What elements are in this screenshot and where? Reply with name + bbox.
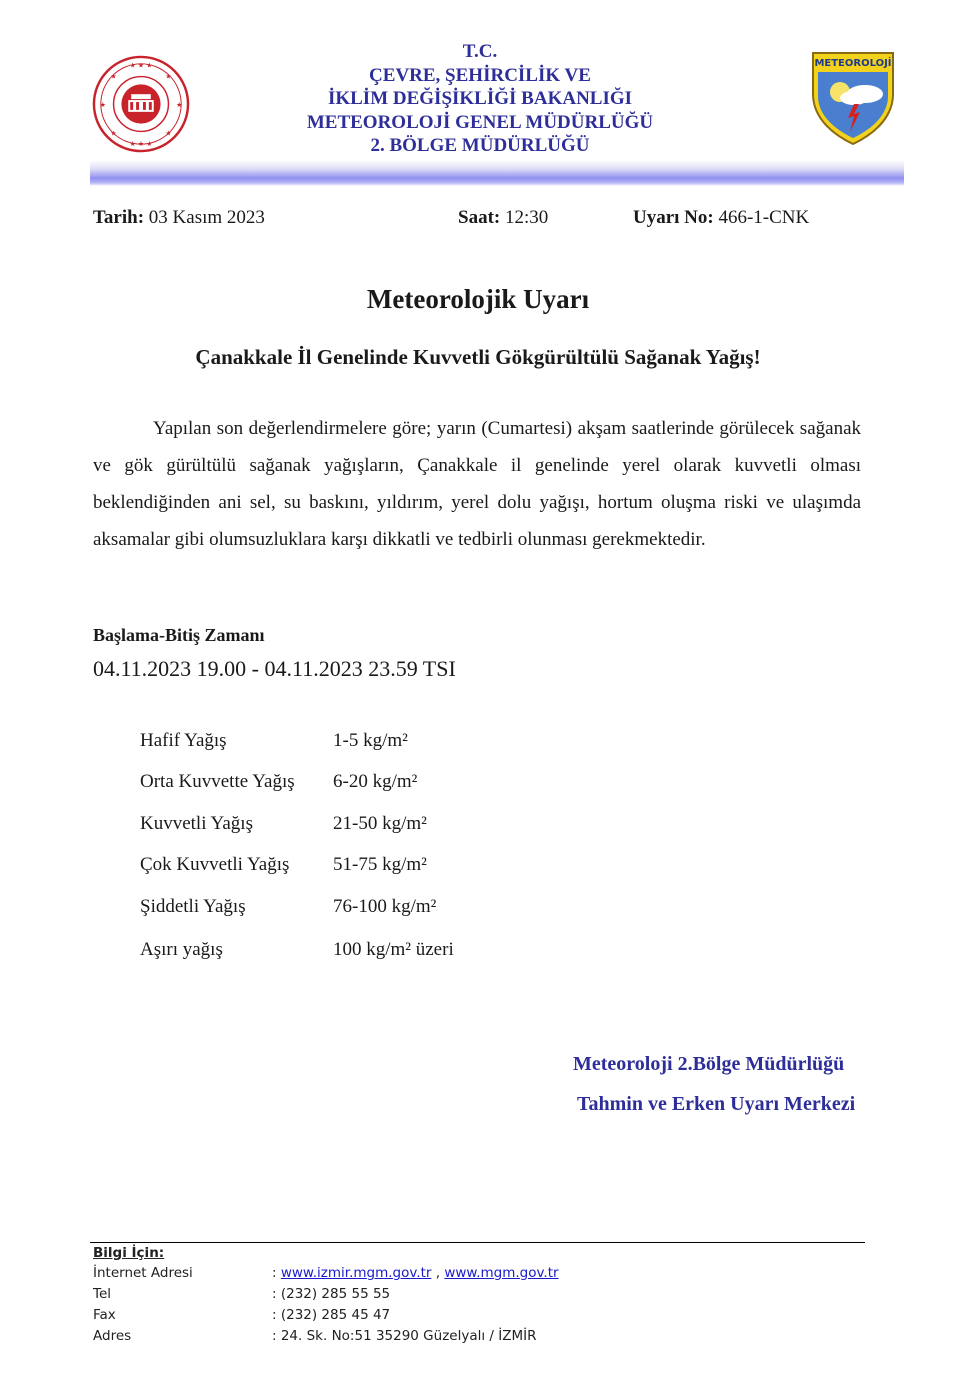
izmir-mgm-link[interactable]: www.izmir.mgm.gov.tr [280,1265,432,1281]
svg-text:★: ★ [176,100,183,109]
issue-date-label: Tarih: [93,207,145,228]
issue-date-value: 03 Kasım 2023 [144,207,265,228]
issue-time-label: Saat: [458,207,501,228]
tel-label: Tel [93,1286,112,1302]
document-title: Meteorolojik Uyarı [366,284,590,314]
rain-amount: 76-100 kg/m² [333,896,437,917]
internet-separator: : [272,1265,281,1281]
rain-category: Şiddetli Yağış [140,896,246,917]
address-value: : 24. Sk. No:51 35290 Güzelyalı / İZMİR [272,1328,537,1344]
mgm-link[interactable]: www.mgm.gov.tr [444,1265,559,1281]
rain-amount: 51-75 kg/m² [333,854,427,875]
header-line: T.C. [462,41,498,62]
signature-office: Meteoroloji 2.Bölge Müdürlüğü [573,1053,845,1075]
rain-category: Çok Kuvvetli Yağış [140,854,290,875]
rain-category: Orta Kuvvette Yağış [140,771,295,792]
link-separator: , [431,1265,445,1281]
rain-category: Kuvvetli Yağış [140,813,253,834]
header-line: 2. BÖLGE MÜDÜRLÜĞÜ [370,135,590,156]
warning-number-value: 466-1-CNK [713,207,810,228]
warning-body-text: Yapılan son değerlendirmelere göre; yarın (Cumartesi) akşam saatlerinde görülecek sağanak ve gök gürültülü sağanak yağışların, Çanakkale il genelinde yerel olarak kuvvetli olması beklendiğinden ani sel, su baskını, yıldırım, yerel dolu yağışı, hortum oluşma riski ve ulaşımda aksamalar gibi olumsuzluklara karşı dikkatli ve tedbirli olunması gerekmektedir. [93,418,861,550]
svg-text:★: ★ [110,72,117,81]
svg-text:★: ★ [165,72,172,81]
internet-label: İnternet Adresi [93,1265,193,1281]
signature-center: Tahmin ve Erken Uyarı Merkezi [577,1093,856,1115]
meteoroloji-logo [810,50,896,146]
issue-time-value: 12:30 [500,207,549,228]
warning-number-label: Uyarı No: [633,207,714,228]
svg-text:★ ★ ★: ★ ★ ★ [129,140,153,149]
header-line: ÇEVRE, ŞEHİRCİLİK VE [369,64,591,86]
period-value: 04.11.2023 19.00 - 04.11.2023 23.59 TSI [93,656,456,681]
rain-category: Aşırı yağış [140,939,223,960]
fax-label: Fax [93,1307,116,1323]
header-line: METEOROLOJİ GENEL MÜDÜRLÜĞÜ [306,111,654,133]
footer-divider [90,1242,865,1243]
fax-value: : (232) 285 45 47 [272,1307,391,1323]
address-label: Adres [93,1328,132,1344]
header-title [200,40,760,158]
warning-headline: Çanakkale İl Genelinde Kuvvetli Gökgürültülü Sağanak Yağış! [195,345,761,369]
rain-amount: 21-50 kg/m² [333,813,427,834]
svg-text:★ ★ ★: ★ ★ ★ [129,61,153,70]
svg-text:★: ★ [99,100,106,109]
rain-amount: 100 kg/m² üzeri [333,939,454,960]
warning-number [633,207,809,229]
header-line: İKLİM DEĞİŞİKLİĞİ BAKANLIĞI [327,88,633,109]
rain-amount: 6-20 kg/m² [333,771,418,792]
period-label: Başlama-Bitiş Zamanı [93,625,265,645]
footer-title: Bilgi İçin: [93,1245,165,1261]
issue-time [458,207,548,229]
rain-category: Hafif Yağış [140,730,227,751]
svg-text:★: ★ [165,129,172,138]
header-divider [90,160,904,186]
meteoroloji-logo-text: METEOROLOJİ [814,58,892,69]
issue-date [93,207,265,229]
rain-amount: 1-5 kg/m² [333,730,408,751]
svg-text:★: ★ [110,129,117,138]
tel-value: : (232) 285 55 55 [272,1286,391,1302]
ministry-emblem-logo [92,55,190,153]
internet-value [272,1265,559,1281]
